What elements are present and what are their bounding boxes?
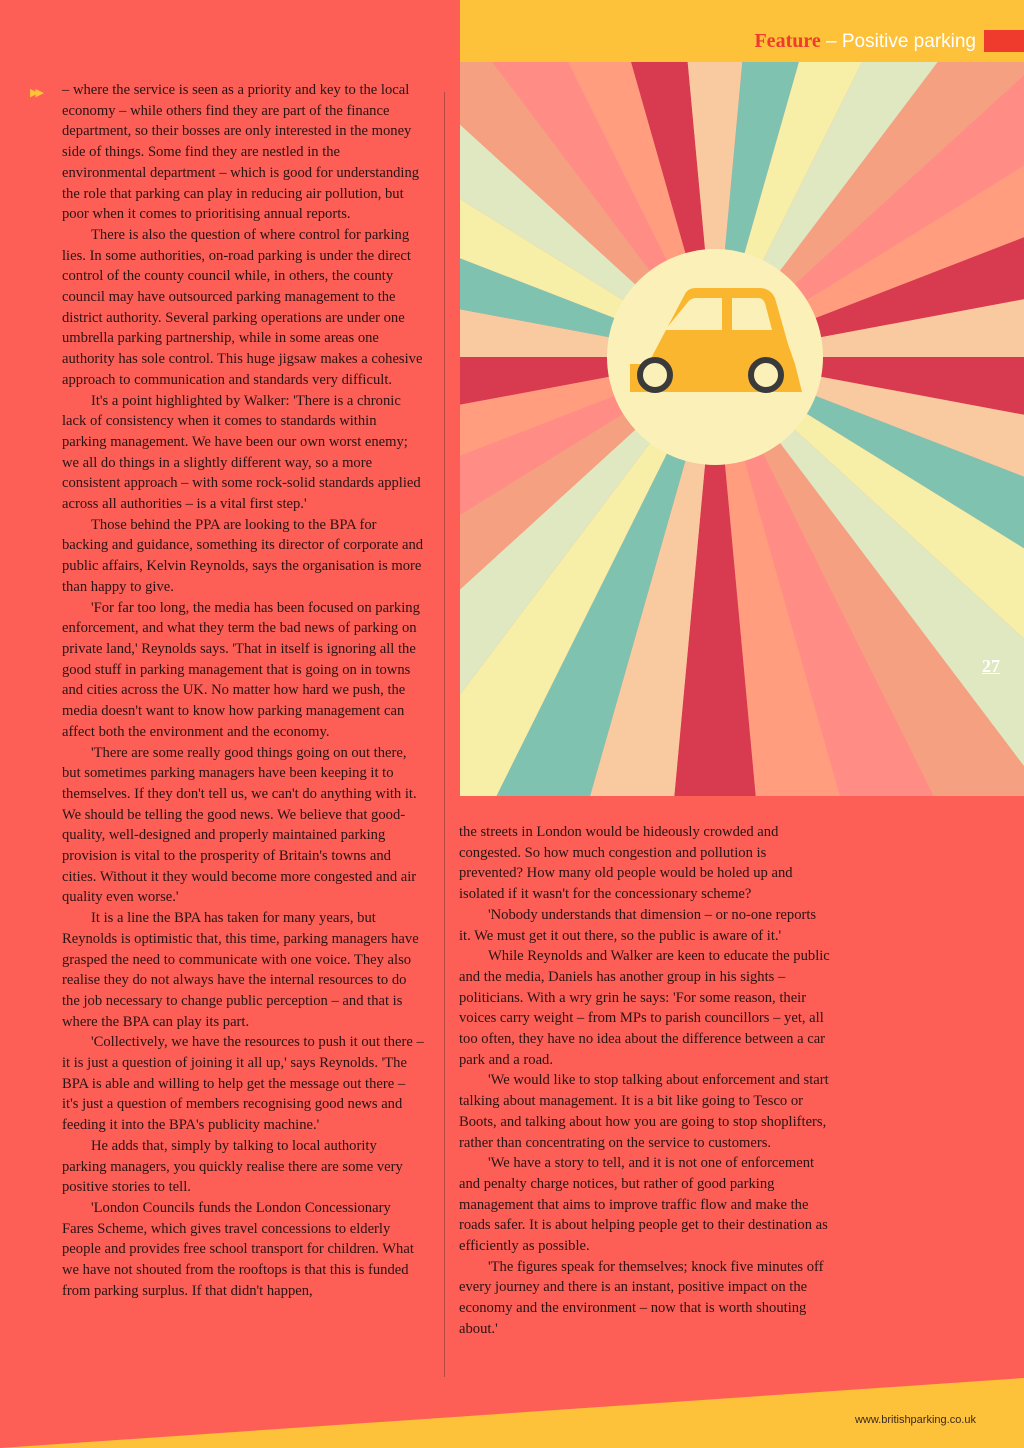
article-paragraph: 'There are some really good things going on out there, but sometimes parking managers have been keeping it to themselves. If they don't tell us, we can't do anything with it. We should be telling the good news. We believe that good-quality, well-designed and properly maintained parking provision is vital to the prosperity of Britain's towns and cities. Without it they would become more congested and air quality even worse.': [62, 744, 417, 906]
section-topic: Positive parking: [841, 31, 976, 52]
section-header: [754, 30, 976, 53]
footer-url: www.britishparking.co.uk: [854, 1414, 976, 1426]
article-paragraph: It's a point highlighted by Walker: 'There is a chronic lack of consistency when it comes to standards within parking management. We have been our own worst enemy; we all do things in a slightly different way, so a more consistent approach – with some rock-solid standards applied across all authorities – is a vital first step.': [62, 392, 421, 513]
article-paragraph: 'We have a story to tell, and it is not one of enforcement and penalty charge notices, but rather of good parking management that aims to improve traffic flow and make the roads safer. It is about helping people get to their destination as efficiently as possible.: [459, 1155, 828, 1255]
article-paragraph: 'Collectively, we have the resources to push it out there – it is just a question of joining it all up,' says Reynolds. 'The BPA is able and willing to help get the message out there – it's just a question of members recognising good news and feeding it into the BPA's publicity machine.': [62, 1034, 424, 1134]
article-paragraph: 'London Councils funds the London Concessionary Fares Scheme, which gives travel concessions to elderly people and provides free school transport for children. What we have not shouted from the rooftops is that this is funded from parking surplus. If that didn't happen,: [62, 1199, 414, 1299]
section-separator: –: [820, 31, 842, 52]
column-divider: [444, 92, 445, 1377]
header-tab: [984, 30, 1024, 52]
article-paragraph: Those behind the PPA are looking to the BPA for backing and guidance, something its director of corporate and public affairs, Kelvin Reynolds, says the organisation is more than happy to give.: [62, 516, 424, 595]
article-paragraph: There is also the question of where control for parking lies. In some authorities, on-road parking is under the direct control of the county council while, in others, the county council may have outsourced parking management to the district authority. Several parking operations are under one umbrella parking partnership, while in some areas one authority has sole control. This huge jigsaw makes a cohesive approach to communication and standards very difficult.: [62, 226, 423, 388]
footer-band: [0, 1378, 1024, 1448]
article-paragraph: While Reynolds and Walker are keen to educate the public and the media, Daniels has another group in his sights – politicians. With a wry grin he says: 'For some reason, their voices carry weight – from MPs to parish councillors – yet, all too often, they have no idea about the difference between a car park and a road.: [459, 948, 830, 1068]
article-paragraph: 'Nobody understands that dimension – or no-one reports it. We must get it out there, so the public is aware of it.': [459, 906, 817, 944]
article-paragraph: 'The figures speak for themselves; knock five minutes off every journey and there is an instant, positive impact on the economy and the environment – now that is worth shouting about.': [459, 1258, 824, 1337]
article-paragraph: He adds that, simply by talking to local authority parking managers, you quickly realise there are some very positive stories to tell.: [62, 1137, 403, 1196]
page-number: 27: [982, 656, 1000, 676]
article-paragraph: 'For far too long, the media has been focused on parking enforcement, and what they term the bad news of parking on private land,' Reynolds says. 'That in itself is ignoring all the good stuff in parking management that is going on in towns and cities across the UK. No matter how hard we push, the media doesn't want to know how parking management can affect both the environment and the economy.: [62, 599, 420, 740]
article-column-left: [62, 80, 424, 1301]
article-paragraph: the streets in London would be hideously crowded and congested. So how much congestion and pollution is prevented? How many old people would be holed up and isolated if it wasn't for the concessionary scheme?: [459, 824, 793, 903]
article-paragraph: – where the service is seen as a priority and key to the local economy – while others find they are part of the finance department, so their bosses are only interested in the money side of things. Some find they are nestled in the environmental department – which is good for understanding the role that parking can play in reducing air pollution, but poor when it comes to prioritising annual reports.: [62, 82, 420, 223]
article-column-right: [459, 822, 831, 1340]
article-paragraph: 'We would like to stop talking about enforcement and start talking about management. It is a bit like going to Tesco or Boots, and talking about how you are going to stop shoplifters, rather than concentrating on the service to customers.: [459, 1072, 829, 1151]
sunburst-illustration: [460, 62, 1024, 796]
article-paragraph: It is a line the BPA has taken for many years, but Reynolds is optimistic that, this time, parking managers have grasped the need to communicate with one voice. They also realise they do not always have the internal resources to do the job necessary to change public perception – and that is where the BPA can play its part.: [62, 910, 419, 1030]
continuation-arrow-icon: ▶▶: [30, 87, 41, 99]
section-label: Feature: [754, 30, 821, 52]
